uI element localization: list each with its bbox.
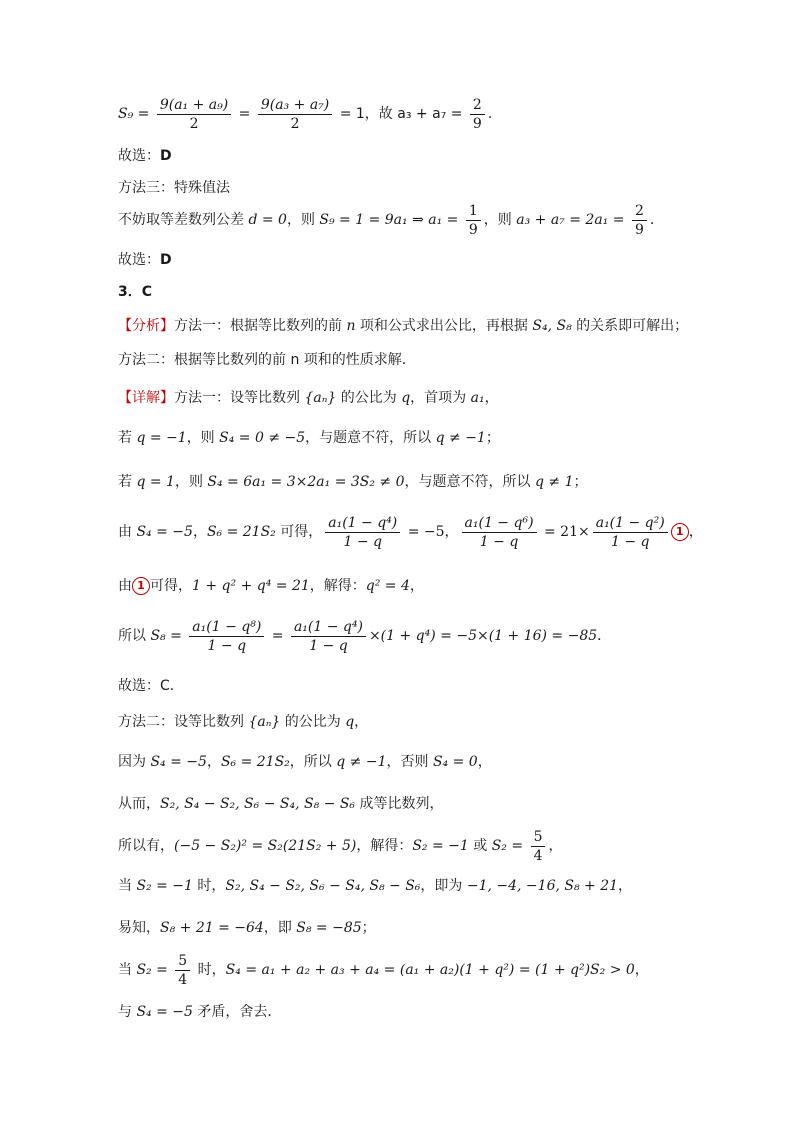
- line-analysis: 【分析】方法一：根据等比数列的前 n 项和公式求出公比，再根据 S₄, S₈ 的关系即可解出；: [118, 318, 689, 334]
- fraction: $\frac{2}{9}$: [470, 96, 485, 133]
- line-geometric: 从而，S₂, S₄ − S₂, S₆ − S₄, S₈ − S₆ 成等比数列，: [118, 796, 444, 812]
- line-equations: 由 S₄ = −5，S₆ = 21S₂ 可得， $\frac{\text{a₁(1 − q⁴)}}{1 - q}$ = −5， $\frac{\text{a₁(1 − q⁶)}}{1 - q}$ = 21× $\frac{\text{a₁(1 − q²)}}{1 - q}$ 1 ，: [118, 514, 703, 550]
- question-number: 3．C: [118, 284, 153, 300]
- fraction: $\frac{\text{a₁(1 − q⁴)}}{1 - q}$: [291, 618, 366, 655]
- line-detail: 【详解】方法一：设等比数列 {aₙ} 的公比为 q，首项为 a₁，: [118, 390, 499, 406]
- line-s9-formula: S₉ = $\frac{\text{9(a₁ + a₉)}}{2}$ = $\frac{\text{9(a₃ + a₇)}}{2}$ = 1，故 a₃ + a₇ = $\frac{2}{9}$ .: [118, 96, 493, 132]
- line-special-value: 不妨取等差数列公差 d = 0，则 S₉ = 1 = 9a₁ ⇒ a₁ = $\frac{1}{9}$ ，则 a₃ + a₇ = 2a₁ = $\frac{2}{9}$ .: [118, 202, 655, 238]
- line-answer: 故选：D: [118, 252, 172, 268]
- analysis-tag: 【分析】: [118, 318, 174, 334]
- line-case-q-neg1: 若 q = −1，则 S₄ = 0 ≠ −5，与题意不符，所以 q ≠ −1；: [118, 430, 500, 446]
- fraction: $\frac{\text{a₁(1 − q⁶)}}{1 - q}$: [462, 514, 537, 551]
- formula-text: S₉ =: [118, 106, 154, 122]
- line-answer: 故选：D: [118, 148, 172, 164]
- line-because: 因为 S₄ = −5，S₆ = 21S₂，所以 q ≠ −1，否则 S₄ = 0，: [118, 754, 492, 770]
- line-solve-s2: 所以有，(−5 − S₂)² = S₂(21S₂ + 5)，解得：S₂ = −1 或 S₂ = $\frac{5}{4}$ ，: [118, 828, 563, 864]
- method-heading: 方法三：特殊值法: [118, 180, 230, 196]
- line-easy-know: 易知，S₈ + 21 = −64，即 S₈ = −85；: [118, 920, 376, 936]
- line-case-q-1: 若 q = 1，则 S₄ = 6a₁ = 3×2a₁ = 3S₂ ≠ 0，与题意不符，所以 q ≠ 1；: [118, 474, 588, 490]
- answer-letter: D: [160, 148, 172, 164]
- fraction: $\frac{\text{9(a₃ + a₇)}}{2}$: [258, 96, 332, 133]
- line-method-two-intro: 方法二：根据等比数列的前 n 项和的性质求解．: [118, 352, 416, 368]
- fraction: $\frac{5}{4}$: [175, 952, 190, 989]
- line-s8-result: 所以 S₈ = $\frac{\text{a₁(1 − q⁸)}}{1 - q}$ = $\frac{\text{a₁(1 − q⁴)}}{1 - q}$ ×(1 + q⁴) = −5×(1 + 16) = −85．: [118, 618, 612, 654]
- line-method-two: 方法二：设等比数列 {aₙ} 的公比为 q，: [118, 714, 369, 730]
- line-answer: 故选：C．: [118, 678, 184, 694]
- line-case-s2-5-4: 当 S₂ = $\frac{5}{4}$ 时，S₄ = a₁ + a₂ + a₃ + a₄ = (a₁ + a₂)(1 + q²) = (1 + q²)S₂ > 0，: [118, 952, 649, 988]
- line-contradiction: 与 S₄ = −5 矛盾，舍去．: [118, 1004, 282, 1020]
- detail-tag: 【详解】: [118, 390, 174, 406]
- circled-number-icon: 1: [671, 523, 689, 541]
- fraction: $\frac{\text{a₁(1 − q⁸)}}{1 - q}$: [189, 618, 264, 655]
- fraction: $\frac{5}{4}$: [531, 828, 546, 865]
- answer-letter: D: [160, 252, 172, 268]
- fraction: $\frac{\text{a₁(1 − q⁴)}}{1 - q}$: [325, 514, 400, 551]
- fraction: $\frac{2}{9}$: [632, 202, 647, 239]
- fraction: $\frac{\text{a₁(1 − q²)}}{1 - q}$: [593, 514, 668, 551]
- line-case-s2-neg1: 当 S₂ = −1 时，S₂, S₄ − S₂, S₆ − S₄, S₈ − S₆，即为 −1, −4, −16, S₈ + 21，: [118, 878, 633, 894]
- circled-number-icon: 1: [132, 577, 150, 595]
- fraction: $\frac{\text{9(a₁ + a₉)}}{2}$: [157, 96, 231, 133]
- line-solve-q: 由 1 可得，1 + q² + q⁴ = 21，解得：q² = 4，: [118, 578, 424, 594]
- fraction: $\frac{1}{9}$: [466, 202, 481, 239]
